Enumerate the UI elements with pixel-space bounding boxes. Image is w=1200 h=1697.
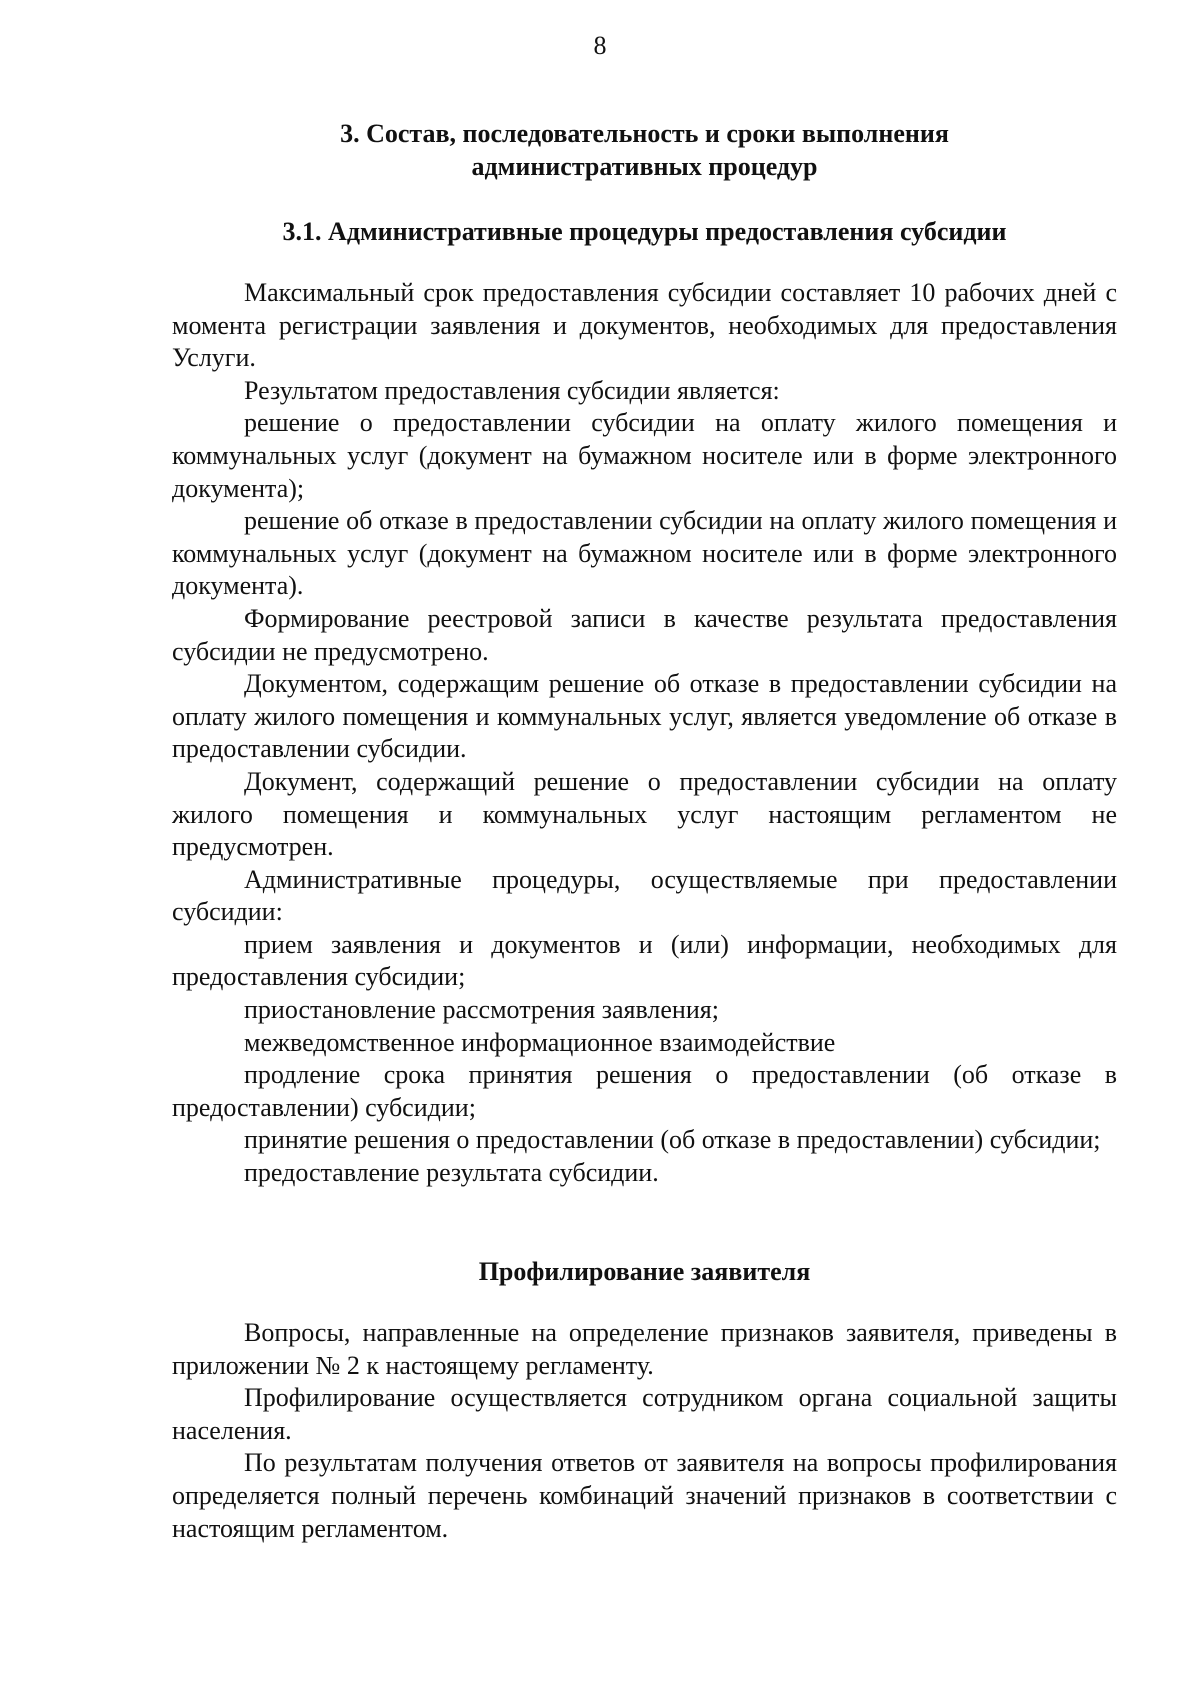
paragraph: Формирование реестровой записи в качестве результата предоставления субсидии не предусмотрено. [172,603,1117,666]
section-heading: 3. Состав, последовательность и сроки выполнения административных процедур [340,119,949,181]
paragraph: Вопросы, направленные на определение признаков заявителя, приведены в приложении № 2 к настоящему регламенту. [172,1318,1117,1380]
paragraph: Документом, содержащим решение об отказе в предоставлении субсидии на оплату жилого помещения и коммунальных услуг, является уведомление об отказе в предоставлении субсидии. [172,669,1117,764]
paragraph: Административные процедуры, осуществляемые при предоставлении субсидии: [172,864,1117,927]
paragraph: Результатом предоставления субсидии является: [244,375,780,405]
paragraph: решение об отказе в предоставлении субсидии на оплату жилого помещения и коммунальных услуг (документ на бумажном носителе или в форме электронного документа). [172,506,1117,601]
paragraph: решение о предоставлении субсидии на оплату жилого помещения и коммунальных услуг (документ на бумажном носителе или в форме электронного документа); [172,408,1117,503]
paragraph: Профилирование осуществляется сотрудником органа социальной защиты населения. [172,1383,1117,1445]
paragraph: прием заявления и документов и (или) информации, необходимых для предоставления субсидии; [172,929,1117,992]
paragraph: приостановление рассмотрения заявления; [244,995,719,1025]
subsection-body [172,277,1117,1190]
paragraph: межведомственное информационное взаимодействие [244,1027,836,1057]
paragraph: Максимальный срок предоставления субсидии составляет 10 рабочих дней с момента регистрации заявления и документов, необходимых для предоставления Услуги. [172,278,1117,373]
paragraph: Документ, содержащий решение о предоставлении субсидии на оплату жилого помещения и коммунальных услуг настоящим регламентом не предусмотрен. [172,766,1117,862]
profiling-heading: Профилирование заявителя [478,1257,811,1286]
subsection-heading: 3.1. Административные процедуры предоставления субсидии [282,217,1007,246]
paragraph: По результатам получения ответов от заявителя на вопросы профилирования определяется полный перечень комбинаций значений признаков в соответствии с настоящим регламентом. [172,1448,1117,1543]
paragraph: предоставление результата субсидии. [244,1158,659,1188]
page-number: 8 [593,31,607,60]
paragraph: продление срока принятия решения о предоставлении (об отказе в предоставлении) субсидии; [172,1060,1117,1122]
profiling-body [172,1317,1117,1545]
paragraph: принятие решения о предоставлении (об отказе в предоставлении) субсидии; [244,1125,1101,1155]
